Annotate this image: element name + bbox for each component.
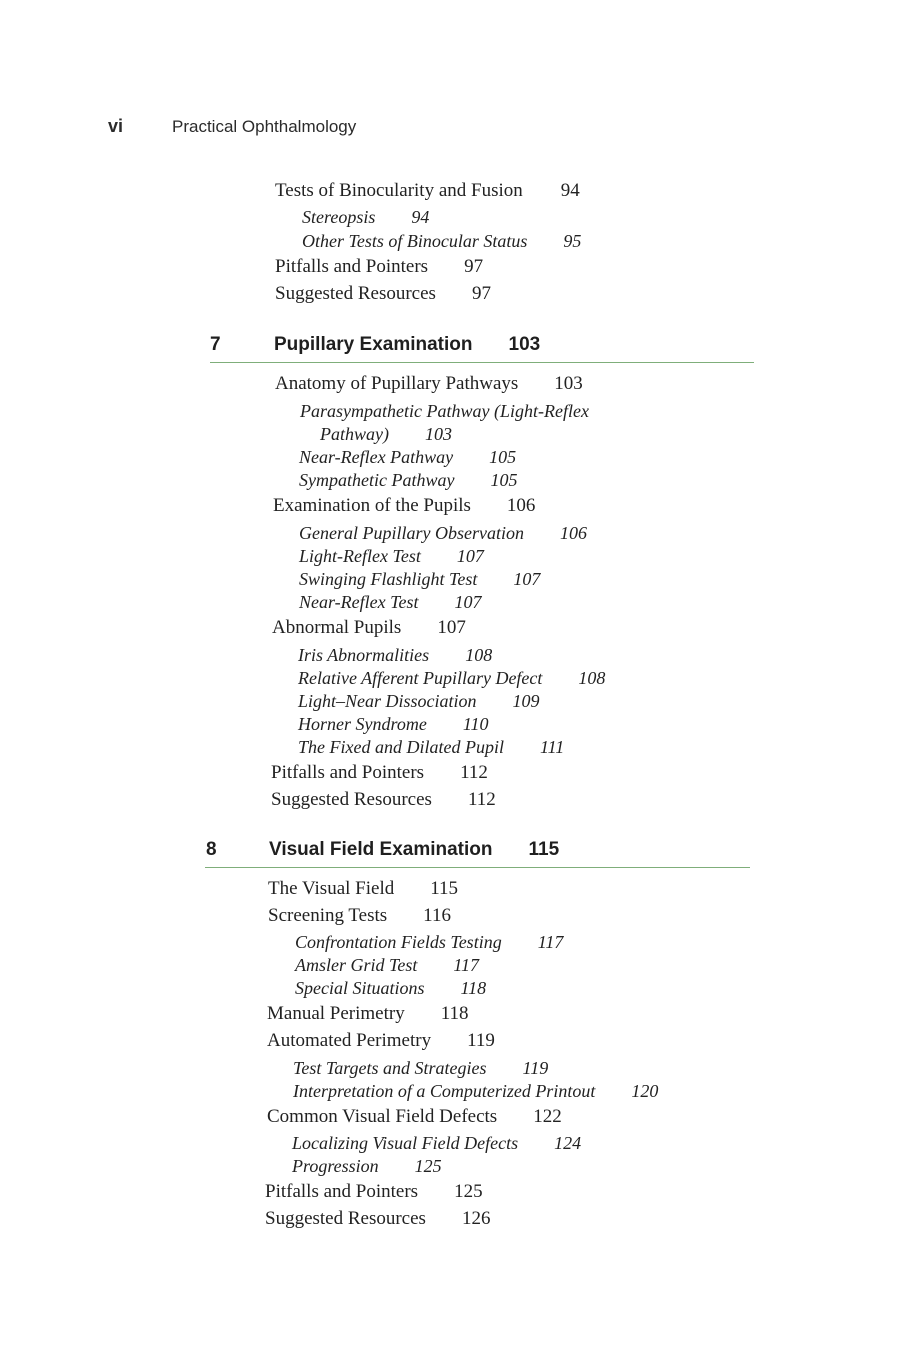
toc-entry-page: 118 xyxy=(460,978,487,998)
toc-entry-page: 109 xyxy=(512,691,540,711)
toc-entry-page: 97 xyxy=(464,256,484,277)
toc-entry-title: General Pupillary Observation xyxy=(299,523,524,543)
toc-subentry[interactable] xyxy=(299,445,516,469)
toc-entry-title: Automated Perimetry xyxy=(267,1030,432,1051)
toc-entry-title: Progression xyxy=(292,1156,379,1176)
toc-entry[interactable] xyxy=(272,616,466,640)
toc-entry-page: 103 xyxy=(425,424,452,444)
toc-entry-title: Tests of Binocularity and Fusion xyxy=(275,180,523,201)
toc-subentry[interactable] xyxy=(299,468,517,492)
toc-subentry[interactable] xyxy=(300,399,589,423)
toc-entry[interactable] xyxy=(265,1207,490,1231)
toc-entry-page: 115 xyxy=(430,878,459,899)
toc-entry-title: Special Situations xyxy=(295,978,425,998)
toc-entry-title: Confrontation Fields Testing xyxy=(295,932,502,952)
chapter-page: 103 xyxy=(508,334,541,355)
toc-entry-page: 119 xyxy=(467,1030,495,1051)
toc-entry-page: 111 xyxy=(539,737,565,757)
toc-entry[interactable] xyxy=(275,372,583,396)
toc-entry-title: Abnormal Pupils xyxy=(272,617,402,638)
toc-subentry[interactable] xyxy=(295,953,479,977)
toc-entry[interactable] xyxy=(275,179,580,203)
toc-entry-title: Pitfalls and Pointers xyxy=(275,256,429,277)
toc-entry-page: 126 xyxy=(461,1208,491,1229)
toc-subentry[interactable] xyxy=(295,976,486,1000)
toc-entry-page: 108 xyxy=(465,645,493,665)
toc-entry-title: Common Visual Field Defects xyxy=(267,1106,498,1127)
toc-entry-title: Light-Reflex Test xyxy=(299,546,421,566)
toc-entry-page: 106 xyxy=(559,523,587,543)
toc-entry-title: Swinging Flashlight Test xyxy=(299,569,478,589)
chapter-title: Visual Field Examination xyxy=(269,839,493,860)
toc-entry-title: Iris Abnormalities xyxy=(298,645,430,665)
toc-entry-title: Test Targets and Strategies xyxy=(293,1058,487,1078)
toc-entry-page: 103 xyxy=(554,373,583,394)
toc-subentry[interactable] xyxy=(299,544,484,568)
toc-subentry[interactable] xyxy=(293,1079,658,1103)
toc-entry-title: Amsler Grid Test xyxy=(295,955,418,975)
toc-entry-title: Pathway) xyxy=(320,424,389,444)
toc-entry-title: The Fixed and Dilated Pupil xyxy=(298,737,504,757)
toc-entry-title: Stereopsis xyxy=(302,207,376,227)
toc-entry-title: Pitfalls and Pointers xyxy=(265,1181,419,1202)
toc-entry[interactable] xyxy=(271,788,496,812)
chapter-heading[interactable] xyxy=(269,839,559,861)
chapter-heading[interactable] xyxy=(274,334,540,356)
toc-entry-page: 125 xyxy=(414,1156,442,1176)
toc-entry-page: 122 xyxy=(533,1106,562,1127)
toc-entry[interactable] xyxy=(271,761,488,785)
toc-entry[interactable] xyxy=(268,904,451,928)
toc-entry-page: 107 xyxy=(437,617,466,638)
toc-subentry[interactable] xyxy=(292,1131,581,1155)
toc-entry-title: Suggested Resources xyxy=(275,283,436,304)
toc-entry[interactable] xyxy=(275,255,483,279)
toc-entry-title: Screening Tests xyxy=(268,905,388,926)
toc-entry-title: Light–Near Dissociation xyxy=(298,691,477,711)
toc-subentry[interactable] xyxy=(298,643,492,667)
toc-entry-title: Near-Reflex Pathway xyxy=(299,447,454,467)
toc-entry[interactable] xyxy=(267,1029,495,1053)
toc-subentry[interactable] xyxy=(298,689,540,713)
toc-entry-title: Anatomy of Pupillary Pathways xyxy=(275,373,519,394)
toc-entry-page: 107 xyxy=(456,546,484,566)
toc-entry-page: 105 xyxy=(490,470,518,490)
toc-entry-title: Pitfalls and Pointers xyxy=(271,762,425,783)
toc-entry-title: Suggested Resources xyxy=(265,1208,426,1229)
toc-subentry[interactable] xyxy=(302,229,581,253)
toc-entry[interactable] xyxy=(267,1105,562,1129)
toc-subentry[interactable] xyxy=(298,735,564,759)
toc-subentry[interactable] xyxy=(293,1056,548,1080)
toc-entry-page: 97 xyxy=(471,283,491,304)
toc-subentry[interactable] xyxy=(292,1154,442,1178)
chapter-title: Pupillary Examination xyxy=(274,334,473,355)
toc-entry-title: Examination of the Pupils xyxy=(273,495,471,516)
toc-entry-page: 116 xyxy=(423,905,451,926)
toc-subentry[interactable] xyxy=(298,666,605,690)
toc-subentry[interactable] xyxy=(320,422,452,446)
toc-entry-page: 106 xyxy=(506,495,536,516)
toc-entry[interactable] xyxy=(275,282,491,306)
toc-entry-title: Other Tests of Binocular Status xyxy=(302,231,528,251)
toc-entry-page: 124 xyxy=(554,1133,582,1153)
toc-entry-title: Localizing Visual Field Defects xyxy=(292,1133,519,1153)
toc-entry[interactable] xyxy=(273,494,535,518)
toc-entry-title: Sympathetic Pathway xyxy=(299,470,455,490)
chapter-number: 7 xyxy=(210,334,221,355)
chapter-rule xyxy=(210,362,754,363)
toc-entry-title: Near-Reflex Test xyxy=(299,592,419,612)
chapter-rule xyxy=(205,867,750,868)
toc-entry-title: The Visual Field xyxy=(268,878,395,899)
toc-entry-page: 107 xyxy=(454,592,482,612)
toc-entry[interactable] xyxy=(267,1002,469,1026)
toc-entry-page: 94 xyxy=(560,180,580,201)
toc-entry-page: 117 xyxy=(537,932,564,952)
toc-entry-page: 118 xyxy=(440,1003,469,1024)
toc-entry-page: 112 xyxy=(467,789,496,810)
toc-subentry[interactable] xyxy=(299,521,587,545)
toc-entry-title: Relative Afferent Pupillary Defect xyxy=(298,668,543,688)
toc-entry-page: 105 xyxy=(489,447,517,467)
toc-entry-page: 108 xyxy=(578,668,606,688)
running-title: Practical Ophthalmology xyxy=(172,117,357,136)
toc-entry-page: 94 xyxy=(411,207,430,227)
toc-entry-page: 125 xyxy=(454,1181,483,1202)
toc-entry-title: Interpretation of a Computerized Printout xyxy=(293,1081,596,1101)
toc-entry-page: 110 xyxy=(462,714,489,734)
toc-subentry[interactable] xyxy=(299,590,481,614)
toc-entry-page: 95 xyxy=(563,231,582,251)
toc-entry-title: Suggested Resources xyxy=(271,789,432,810)
toc-entry-page: 112 xyxy=(460,762,488,783)
toc-subentry[interactable] xyxy=(295,930,563,954)
toc-entry-title: Horner Syndrome xyxy=(298,714,427,734)
toc-entry-page: 120 xyxy=(631,1081,659,1101)
chapter-page: 115 xyxy=(528,839,560,860)
toc-entry-title: Manual Perimetry xyxy=(267,1003,405,1024)
toc-subentry[interactable] xyxy=(299,567,540,591)
toc-subentry[interactable] xyxy=(298,712,488,736)
toc-entry-page: 107 xyxy=(513,569,541,589)
toc-entry[interactable] xyxy=(268,877,458,901)
toc-entry-page: 117 xyxy=(453,955,480,975)
toc-entry-page: 119 xyxy=(522,1058,549,1078)
toc-subentry[interactable] xyxy=(302,205,429,229)
toc-entry[interactable] xyxy=(265,1180,483,1204)
toc-entry-title: Parasympathetic Pathway (Light-Reflex xyxy=(300,401,589,421)
chapter-number: 8 xyxy=(206,839,217,860)
page-number: vi xyxy=(108,116,124,136)
